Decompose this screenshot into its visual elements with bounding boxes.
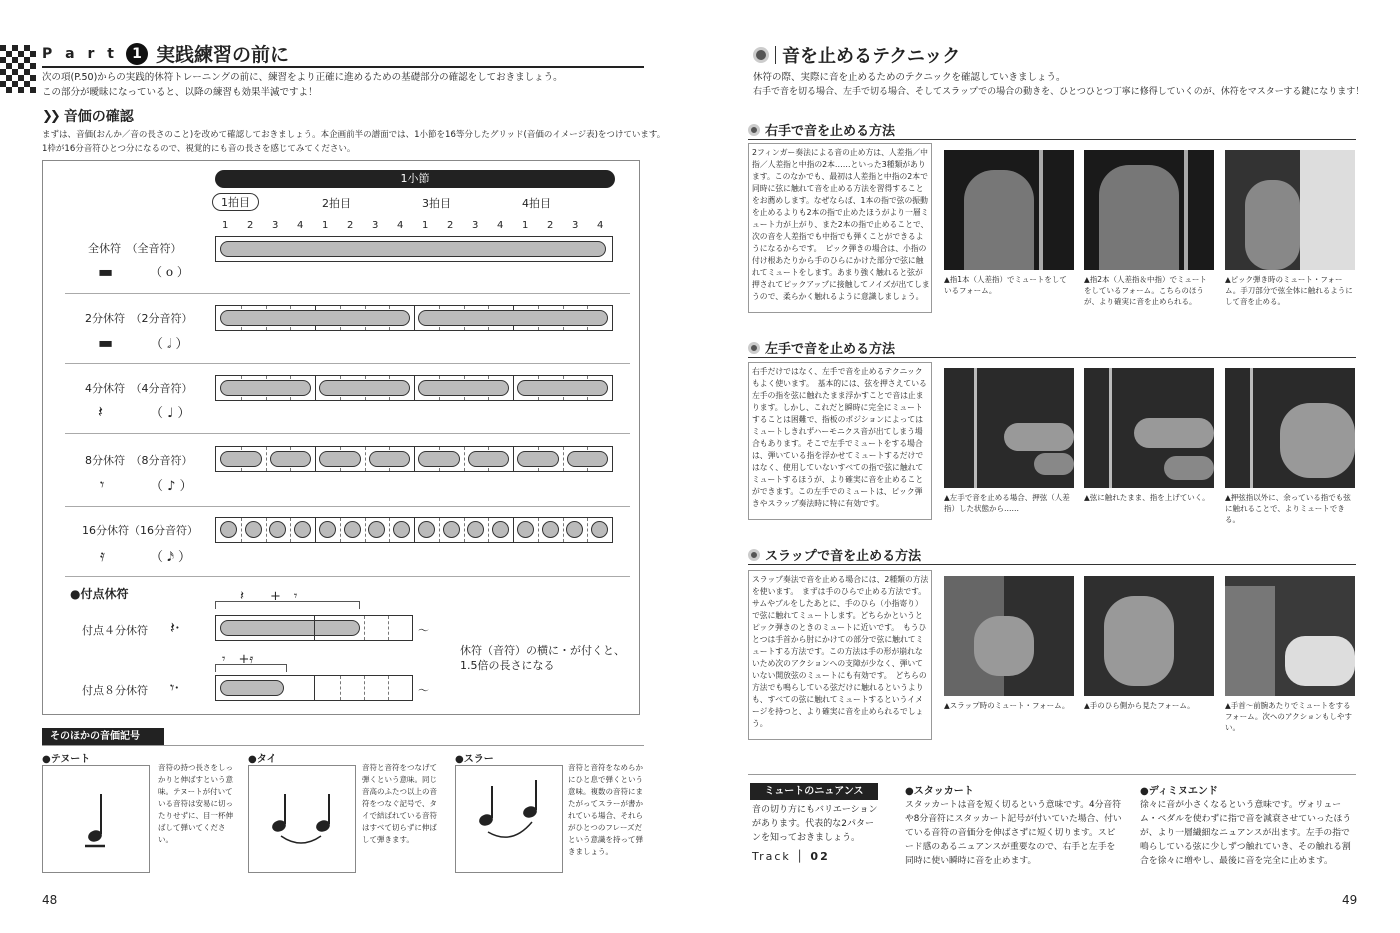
duration-bar [220, 620, 360, 636]
beat-number: 3 [372, 220, 379, 231]
row-label-eighth: 8分休符 （8分音符） [85, 454, 193, 467]
duration-bar [270, 451, 312, 467]
photo-left-hand-1 [944, 368, 1074, 488]
chevron-icon: ❯❯ [42, 108, 58, 124]
caption-right-3: ▲ピック弾き時のミュート・フォーム。手刀部分で弦全体に触れるようにして音を止める。 [1225, 275, 1353, 306]
duration-dot [492, 521, 509, 538]
finger-shape [1004, 423, 1074, 451]
duration-dot [591, 521, 608, 538]
caption-right-2: ▲指2本（人差指＆中指）でミュートをしているフォーム。こちらのほうが、より確実に音を止められる。 [1084, 275, 1207, 306]
whole-note-symbol: （ o ） [150, 265, 189, 279]
section-left-hand [748, 338, 1356, 358]
dotted-note-1: 休符（音符）の横に・が付くと、 [460, 644, 625, 657]
nuance-header: ミュートのニュアンス [750, 783, 878, 800]
nuance-text: 音の切り方にもバリエーションがあります。代表的な2パターンを知っておきましょう。 [752, 805, 878, 843]
subdivision-line [464, 518, 465, 542]
target-icon [748, 342, 760, 354]
quarter-note-symbol: （ ♩ ） [150, 406, 191, 421]
right-heading: 音を止めるテクニック [782, 46, 961, 67]
hand-shape [1245, 180, 1300, 270]
beat-number: 3 [472, 220, 479, 231]
dotted-formula-1: 𝄽 + 𝄾 [240, 589, 298, 604]
caption-slap-3: ▲手首〜前腕あたりでミュートをするフォーム。次へのアクションもしやすい。 [1225, 701, 1352, 732]
checker-decoration [0, 45, 36, 93]
duration-bar [369, 451, 411, 467]
barline [414, 447, 415, 471]
dotted-note-2: 1.5倍の長さになる [460, 659, 555, 672]
page-number-right: 49 [1342, 893, 1358, 907]
dotted-quarter-label: 付点４分休符 [82, 624, 148, 637]
duration-dot [368, 521, 385, 538]
beat-number: 3 [272, 220, 279, 231]
photo-slap-2 [1084, 576, 1214, 696]
duration-bar [220, 241, 606, 257]
hand-shape [964, 170, 1034, 270]
caption-slap-1: ▲スラップ時のミュート・フォーム。 [944, 701, 1070, 710]
beat-number: 2 [347, 220, 354, 231]
duration-dot [517, 521, 534, 538]
duration-dot [294, 521, 311, 538]
eighth-rest-symbol: 𝄾 [100, 475, 105, 494]
duration-dot [269, 521, 286, 538]
section-right-hand [748, 120, 1356, 140]
duration-bar [418, 310, 608, 326]
sixteenth-note-symbol: （ 𝅘𝅥𝅯 ） [150, 550, 192, 565]
part-title: P a r t 1 実践練習の前に [42, 40, 289, 67]
duration-bar [517, 380, 608, 396]
subdivision-line [365, 518, 366, 542]
barline [414, 376, 415, 400]
part-heading: 実践練習の前に [155, 44, 289, 66]
subdivision-line [563, 518, 564, 542]
caption-slap-2: ▲手のひら側から見たフォーム。 [1084, 701, 1195, 710]
section-text-1: まずは、音価(おんか／音の長さのこと)を改めて確認しておきましょう。本企画前半の譜面では、1小節を16等分したグリッド(音価のイメージ表)をつけています。 [42, 130, 666, 140]
beat-number: 4 [297, 220, 304, 231]
subdivision-line [488, 518, 489, 542]
barline [513, 447, 514, 471]
duration-bar [220, 380, 311, 396]
dotted-eighth-rest-symbol: 𝄾· [170, 678, 180, 697]
target-icon [753, 47, 769, 63]
dotted-formula-2: 𝄾 +𝄿 [222, 652, 254, 667]
caption-right-1: ▲指1本（人差指）でミュートをしているフォーム。 [944, 275, 1067, 295]
hand-shape [1104, 596, 1174, 686]
beat-label-2: 2拍目 [322, 197, 351, 210]
measure-label: 1小節 [215, 170, 615, 188]
caption-left-2: ▲弦に触れたまま、指を上げていく。 [1084, 493, 1210, 502]
beat-number: 1 [322, 220, 329, 231]
beat-number: 2 [447, 220, 454, 231]
subdivision-line [340, 676, 341, 700]
dotted-rest-title: ●付点休符 [70, 587, 129, 601]
hand-shape [974, 616, 1034, 676]
caption-left-3: ▲押弦指以外に、余っている指でも弦に触れることで、よりミュートできる。 [1225, 493, 1351, 524]
intro-line-2: この部分が曖昧になっていると、以降の練習も効果半減ですよ！ [42, 87, 318, 98]
photo-right-hand-3 [1225, 150, 1355, 270]
photo-left-hand-3 [1225, 368, 1355, 488]
beat-number: 4 [597, 220, 604, 231]
duration-bar [319, 380, 410, 396]
guitar-body [1300, 150, 1355, 270]
half-note-symbol: （ 𝅗𝅥 ） [150, 337, 189, 352]
slur-notes-icon [456, 766, 562, 872]
section-slap [748, 545, 1356, 565]
barline [414, 306, 415, 330]
subdivision-line [364, 676, 365, 700]
row-separator [65, 506, 630, 507]
subdivision-line [266, 447, 267, 471]
duration-dot [566, 521, 583, 538]
barline [513, 518, 514, 542]
other-marks-header: そのほかの音価記号 [42, 728, 164, 745]
beat-label-1: 1拍目 [212, 193, 259, 211]
photo-left-hand-2 [1084, 368, 1214, 488]
diminuendo-title: ●ディミヌエンド [1140, 786, 1218, 797]
staccato-text: スタッカートは音を短く切るという意味です。4分音符や8分音符にスタッカート記号が付いていた場合、付いている音符の音価分を伸ばさずに短く切ります。スピード感のあるニュアンスが重要なので、右手と左手を同時に使い瞬時に音を止めます。 [905, 800, 1122, 866]
beat-number: 2 [547, 220, 554, 231]
section-title: スラップで音を止める方法 [765, 549, 922, 564]
divider [42, 745, 644, 746]
guitar-body [1285, 636, 1355, 686]
duration-bar [567, 451, 609, 467]
beat-divider [314, 676, 315, 700]
barline [315, 376, 316, 400]
duration-dot [319, 521, 336, 538]
strip-half [215, 305, 613, 331]
left-hand-text: 右手だけではなく、左手で音を止めるテクニックもよく使います。 基本的には、弦を押さえている左手の指を弦に触れたまま浮かすことで音は止まります。しかし、これだと瞬時に完全にミュートすることは困難で、指板のポジションによってはミュートしきれずハーモニクス音が出てしまう場合もあります。そこで左手でミュートをする場合は、弾いている指を浮かせてミュートするだけではなく、使用していないすべての指で弦に触れてミュートするほうが、より確実に音を止めることができます。この左手でのミュートは、ピック弾きやスラップ奏法時に特に有効です。 [752, 367, 927, 508]
right-intro-1: 休符の際、実際に音を止めるためのテクニックを確認していきましょう。 [753, 72, 1066, 83]
right-title [753, 42, 960, 68]
divider [748, 774, 1356, 775]
target-icon [748, 124, 760, 136]
string-shape [974, 368, 977, 488]
subdivision-line [365, 447, 366, 471]
beat-number: 1 [422, 220, 429, 231]
diminuendo-text: 徐々に音が小さくなるという意味です。ヴォリューム・ペダルを使わずに指で音を減衰させていったほうが、より一層繊細なニュアンスが出ます。左手の指で鳴らしている弦に少しずつ触れていき、その触れる割合を徐々に増やし、最後に音を完全に止めます。 [1140, 800, 1352, 866]
tie-text: 音符と音符をつなげて弾くという意味。同じ音高のふたつ以上の音符をつなぐ記号で、タイで結ばれている音符はすべて切らずに伸ばして弾きます。 [362, 763, 437, 844]
barline [513, 376, 514, 400]
slur-text: 音符と音符をなめらかにひと息で弾くという意味。複数の音符にまたがってスラーが書かれている場合、それらがひとつのフレーズだという意識を持って弾きましょう。 [568, 763, 643, 856]
section-title: 右手で音を止める方法 [765, 124, 896, 139]
slap-text: スラップ奏法で音を止める場合には、2種類の方法を使います。 まずは手のひらで止める方法です。サムやプルをしたあとに、手のひら（小指寄り）で弦に触れてミュートします。どちらかというとピック弾きのときのミュートに近いです。 もうひとつは手首から肘にかけての部分で弦に触れてミュートする方法です。この方法は手の形が崩れないため次のアクションへの支障が少なく、弾いていない開放弦のミュートにも有効です。 どちらの方法でも鳴らしている弦だけに触れるというよりも、すべての弦に触れてミュートするというイメージを持つと、より確実に音を止められるでしょう。 [752, 575, 929, 728]
tilde-1: 〜 [418, 624, 429, 637]
tenuto-text: 音符の持つ長さをしっかりと伸ばすという意味。テヌートが付いている音符は安易に切ったりせずに、目一杯伸ばして弾いてください。 [158, 763, 233, 844]
subdivision-line [563, 447, 564, 471]
strip-quarter [215, 375, 613, 401]
whole-rest-symbol: ▬ [98, 262, 114, 281]
finger-shape [1134, 418, 1214, 448]
barline [414, 518, 415, 542]
photo-right-hand-2 [1084, 150, 1214, 270]
tenuto-title: ●テヌート [42, 754, 91, 765]
section-title: 音価の確認 [63, 109, 134, 125]
finger-shape [1164, 456, 1214, 480]
subdivision-line [587, 518, 588, 542]
hand-shape [1280, 403, 1355, 478]
beat-label-3: 3拍目 [422, 197, 451, 210]
finger-shape [1034, 453, 1074, 475]
duration-dot [245, 521, 262, 538]
duration-bar [319, 451, 361, 467]
subdivision-line [340, 518, 341, 542]
slur-title: ●スラー [455, 754, 494, 765]
photo-slap-1 [944, 576, 1074, 696]
subdivision-line [266, 518, 267, 542]
strip-eighth [215, 446, 613, 472]
row-label-quarter: 4分休符 （4分音符） [85, 382, 193, 395]
string-shape [1039, 150, 1043, 270]
row-separator [65, 433, 630, 434]
duration-bar [418, 380, 509, 396]
hand-shape [1099, 165, 1179, 270]
section-title: 左手で音を止める方法 [765, 342, 896, 357]
beat-number: 4 [497, 220, 504, 231]
caption-left-1: ▲左手で音を止める場合、押弦（人差指）した状態から…… [944, 493, 1070, 513]
section-heading [42, 106, 134, 126]
strip-dotted-quarter [215, 615, 413, 641]
row-label-half: 2分休符 （2分音符） [85, 312, 193, 325]
tie-example [248, 765, 356, 873]
slur-example [455, 765, 563, 873]
row-separator [65, 293, 630, 294]
formula-bracket [215, 664, 287, 672]
photo-right-hand-1 [944, 150, 1074, 270]
subdivision-line [388, 616, 389, 640]
subdivision-line [388, 676, 389, 700]
duration-dot [542, 521, 559, 538]
track-word: Track [752, 850, 791, 863]
duration-bar [517, 451, 559, 467]
tenuto-note-icon [43, 766, 149, 872]
beat-label-4: 4拍目 [522, 197, 551, 210]
duration-dot [467, 521, 484, 538]
section-text-2: 1枠が16分音符ひとつ分になるので、視覚的にも音の長さを感じてみてください。 [42, 144, 356, 154]
beat-number: 1 [522, 220, 529, 231]
target-icon [748, 549, 760, 561]
subdivision-line [241, 518, 242, 542]
part-number-badge: 1 [126, 43, 148, 65]
dotted-quarter-rest-symbol: 𝄽· [170, 618, 180, 637]
strip-whole [215, 236, 613, 262]
subdivision-line [290, 518, 291, 542]
track-label: Track │ 02 [752, 850, 830, 863]
subdivision-line [389, 518, 390, 542]
duration-bar [418, 451, 460, 467]
duration-bar [220, 451, 262, 467]
duration-bar [220, 680, 284, 696]
beat-number: 1 [222, 220, 229, 231]
beat-number: 3 [572, 220, 579, 231]
right-intro-2: 右手で音を切る場合、左手で切る場合、そしてスラップでの場合の動きを、ひとつひとつ丁寧に修得していくのが、休符をマスターする鍵になります！ [753, 87, 1365, 97]
duration-bar [468, 451, 510, 467]
page-number-left: 48 [42, 893, 58, 907]
quarter-rest-symbol: 𝄽 [98, 402, 103, 421]
sleeve-shape [1225, 586, 1275, 696]
subdivision-line [364, 616, 365, 640]
strip-sixteenth [215, 517, 613, 543]
strip-dotted-eighth [215, 675, 413, 701]
intro-line-1: 次の項(P.50)からの実践的休符トレーニングの前に、練習をより正確に進めるための基礎部分の確認をしておきましょう。 [42, 72, 563, 83]
string-shape [1109, 368, 1112, 488]
barline [315, 518, 316, 542]
subdivision-line [538, 518, 539, 542]
tie-title: ●タイ [248, 754, 277, 765]
duration-dot [418, 521, 435, 538]
row-separator [65, 576, 630, 577]
subdivision-line [464, 447, 465, 471]
sixteenth-rest-symbol: 𝄿 [100, 546, 105, 565]
row-label-whole: 全休符 （全音符） [88, 242, 182, 255]
dotted-eighth-label: 付点８分休符 [82, 684, 148, 697]
duration-dot [344, 521, 361, 538]
formula-bracket [215, 601, 360, 609]
beat-number: 2 [247, 220, 254, 231]
row-label-sixteenth: 16分休符（16分音符） [82, 524, 198, 537]
duration-bar [220, 310, 410, 326]
duration-dot [220, 521, 237, 538]
tie-notes-icon [249, 766, 355, 872]
beat-divider [314, 616, 315, 640]
right-hand-text: 2フィンガー奏法による音の止め方は、人差指／中指／人差指と中指の2本……といった3種類があります。このなかでも、最初は人差指と中指の2本で同時に弦に触れて音を止める方法を習得することをお薦めします。なぜならば、1本の指で弦の振動を止めるよりも2本の指で止めたほうがより一層ミュート力が上がり、また2本の指で止めることで、次の音を人差指でも中指でも弾くことができるようになるからです。 ピック弾きの場合は、小指の付け根あたりから手のひらにかけた部分で弦に触れてミュートをします。あまり強く触れると弦が押されてピックアップに接触してノイズが出てしまうので、柔らかく触れるように意識しましょう。 [752, 148, 930, 301]
barline [315, 447, 316, 471]
beat-number: 4 [397, 220, 404, 231]
string-shape [1184, 150, 1188, 270]
duration-dot [393, 521, 410, 538]
tenuto-example [42, 765, 150, 873]
duration-dot [443, 521, 460, 538]
title-divider [775, 46, 776, 64]
staccato-title: ●スタッカート [905, 786, 974, 797]
tilde-2: 〜 [418, 684, 429, 697]
eighth-note-symbol: （ ♪ ） [150, 479, 193, 494]
half-rest-symbol: ▬ [98, 333, 114, 352]
string-shape [1250, 368, 1253, 488]
title-rule [42, 66, 644, 68]
subdivision-line [439, 518, 440, 542]
row-separator [65, 363, 630, 364]
track-number: 02 [810, 850, 830, 863]
photo-slap-3 [1225, 576, 1355, 696]
